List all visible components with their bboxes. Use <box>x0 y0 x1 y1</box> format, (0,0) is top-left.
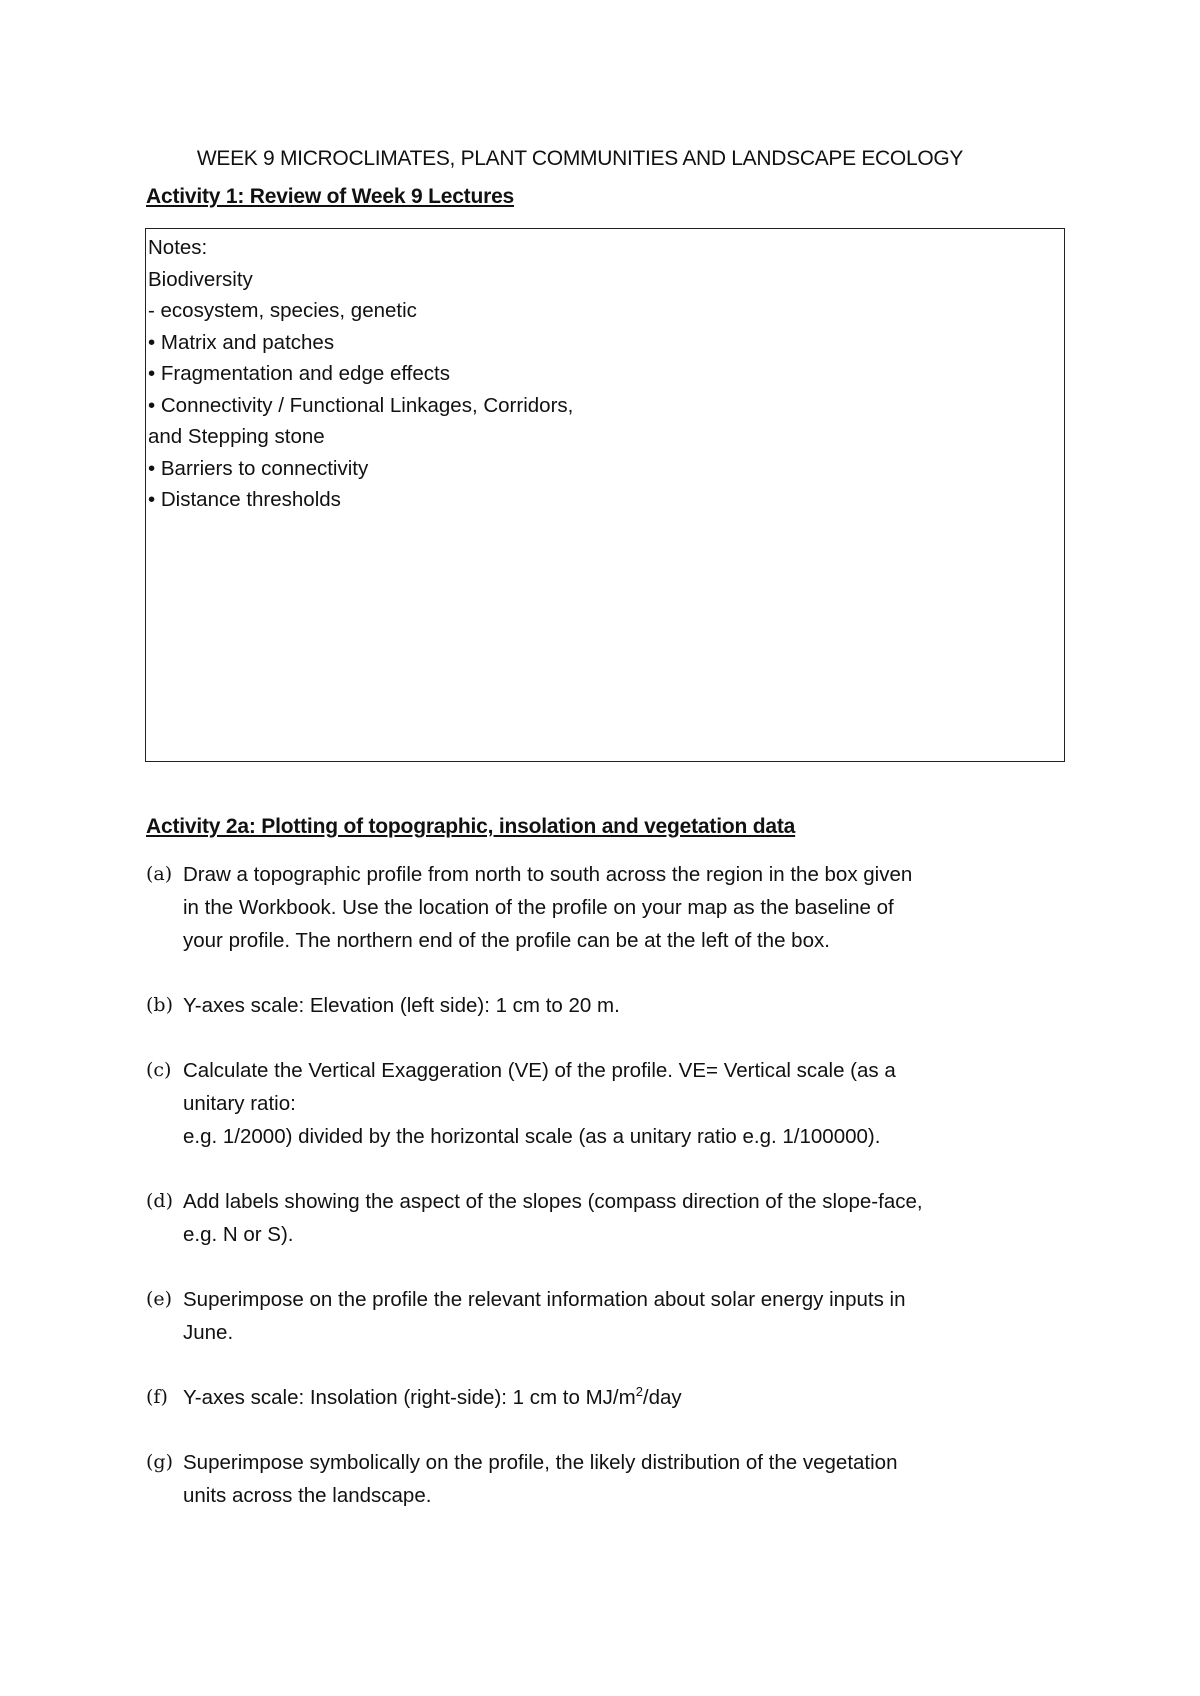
item-marker: (f) <box>146 1386 168 1408</box>
item-text: your profile. The northern end of the profile can be at the left of the box. <box>183 929 830 952</box>
list-item <box>146 1283 1006 1349</box>
instruction-list <box>146 858 1006 1544</box>
activity-1-heading: Activity 1: Review of Week 9 Lectures <box>146 185 515 208</box>
notes-bullet: • Barriers to connectivity <box>148 456 369 480</box>
item-text: e.g. N or S). <box>183 1223 294 1246</box>
activity-2a-heading: Activity 2a: Plotting of topographic, insolation and vegetation data <box>146 815 796 838</box>
notes-bullet: • Fragmentation and edge effects <box>148 362 450 385</box>
item-text: Superimpose on the profile the relevant information about solar energy inputs in <box>183 1288 906 1311</box>
item-text: Draw a topographic profile from north to south across the region in the box given <box>183 863 913 886</box>
list-item <box>146 1381 1006 1414</box>
item-marker: (e) <box>146 1288 173 1310</box>
item-text: e.g. 1/2000) divided by the horizontal scale (as a unitary ratio e.g. 1/100000). <box>183 1125 881 1148</box>
item-marker: (d) <box>146 1190 173 1212</box>
list-item <box>146 1054 1006 1153</box>
notes-bullet: • Matrix and patches <box>148 330 335 354</box>
item-text: unitary ratio: <box>183 1092 296 1115</box>
item-text <box>183 1381 1006 1414</box>
notes-line: and Stepping stone <box>148 425 325 448</box>
item-text: Y-axes scale: Elevation (left side): 1 cm to 20 m. <box>183 994 620 1017</box>
item-text-part: /day <box>642 1386 682 1409</box>
list-item <box>146 858 1006 957</box>
item-marker: (g) <box>146 1451 173 1473</box>
item-text: Calculate the Vertical Exaggeration (VE) of the profile. VE= Vertical scale (as a <box>183 1059 896 1082</box>
notes-label: Notes: <box>148 236 208 259</box>
notes-line: - ecosystem, species, genetic <box>148 299 417 322</box>
item-marker: (b) <box>146 994 173 1016</box>
notes-bullet: • Connectivity / Functional Linkages, Corridors, <box>148 393 574 417</box>
document-title: WEEK 9 MICROCLIMATES, PLANT COMMUNITIES AND LANDSCAPE ECOLOGY <box>196 147 964 170</box>
notes-box <box>145 228 1065 762</box>
item-marker: (a) <box>146 863 173 885</box>
item-text: June. <box>183 1321 234 1344</box>
item-text: in the Workbook. Use the location of the profile on your map as the baseline of <box>183 896 894 919</box>
item-text-part: Y-axes scale: Insolation (right-side): 1 cm to MJ/m <box>183 1386 636 1409</box>
superscript: 2 <box>635 1384 643 1400</box>
list-item <box>146 989 1006 1022</box>
list-item <box>146 1446 1006 1512</box>
list-item <box>146 1185 1006 1251</box>
notes-line: Biodiversity <box>148 267 253 291</box>
item-marker: (c) <box>146 1059 172 1081</box>
item-text: Superimpose symbolically on the profile, the likely distribution of the vegetation <box>183 1451 898 1474</box>
notes-bullet: • Distance thresholds <box>148 488 341 511</box>
item-text: Add labels showing the aspect of the slopes (compass direction of the slope-face, <box>183 1190 923 1213</box>
item-text: units across the landscape. <box>183 1484 432 1507</box>
